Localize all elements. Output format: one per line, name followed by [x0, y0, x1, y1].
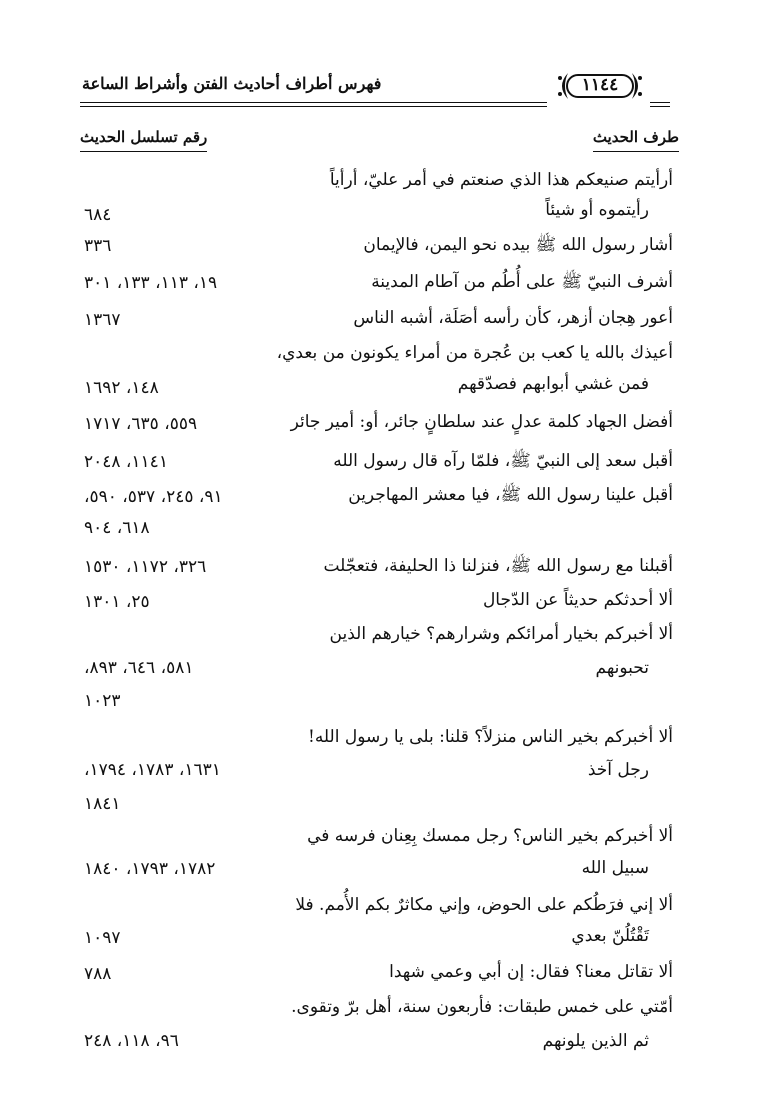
entry-text: فمن غشي أبوابهم فصدّقهم: [457, 374, 649, 394]
header-rule: [650, 106, 670, 107]
entry-numbers: ٥٥٩، ٦٣٥، ١٧١٧: [84, 414, 198, 434]
entry-text: أشار رسول الله ﷺ بيده نحو اليمن، فالإيمان: [363, 235, 673, 255]
entry-numbers: ٥٨١، ٦٤٦، ٨٩٣،: [84, 658, 194, 678]
entry-text: ألا أخبركم بخير الناس منزلاً؟ قلنا: بلى يا رسول الله!: [307, 727, 673, 747]
entry-numbers: ٦٨٤: [84, 205, 112, 225]
entry-text: تَقْتُلُنّ بعدي: [571, 926, 649, 946]
entry-text: أعيذك بالله يا كعب بن عُجرة من أمراء يكونون من بعدي،: [276, 343, 673, 363]
entry-numbers: ١٨٤١: [84, 794, 121, 814]
entry-text: ألا أخبركم بخيار أمرائكم وشرارهم؟ خيارهم الذين: [329, 624, 673, 644]
entry-numbers: ١٧٨٢، ١٧٩٣، ١٨٤٠: [84, 859, 216, 879]
entry-numbers: ١٠٢٣: [84, 691, 121, 711]
header-rule: [80, 102, 547, 103]
entry-text: رأيتموه أو شيئاً: [545, 200, 649, 220]
running-title: فهرس أطراف أحاديث الفتن وأشراط الساعة: [82, 74, 382, 93]
column-heading-number: رقم تسلسل الحديث: [80, 128, 207, 146]
entry-text: أشرف النبيّ ﷺ على أُطُم من آطام المدينة: [371, 272, 673, 292]
entry-numbers: ٦١٨، ٩٠٤: [84, 518, 150, 538]
header-rule: [80, 106, 547, 107]
entry-text: أقبل سعد إلى النبيّ ﷺ، فلمّا رآه قال رسول الله: [333, 451, 673, 471]
entry-numbers: ١٩، ١١٣، ١٣٣، ٣٠١: [84, 273, 218, 293]
header-rule: [650, 102, 670, 103]
entry-text: أعور هِجان أزهر، كأن رأسه أصَلَة، أشبه الناس: [353, 308, 673, 328]
entry-text: سبيل الله: [581, 858, 649, 878]
entry-numbers: ٣٢٦، ١١٧٢، ١٥٣٠: [84, 557, 207, 577]
entry-numbers: ١٤٨، ١٦٩٢: [84, 378, 159, 398]
entry-text: ثم الذين يلونهم: [542, 1031, 649, 1051]
column-heading-hadith: طرف الحديث: [593, 128, 679, 146]
entry-numbers: ٣٣٦: [84, 236, 112, 256]
entry-numbers: ٩٦، ١١٨، ٢٤٨: [84, 1031, 179, 1051]
entry-text: أرأيتم صنيعكم هذا الذي صنعتم في أمر عليّ، أرأياً: [329, 170, 673, 190]
page-header: [78, 66, 670, 106]
entry-text: أمّتي على خمس طبقات: فأربعون سنة، أهل برّ وتقوى.: [291, 997, 673, 1017]
entry-text: ألا أحدثكم حديثاً عن الدّجال: [482, 590, 673, 610]
entry-text: ألا إني فرَطُكم على الحوض، وإني مكاثرٌ بكم الأُمم. فلا: [295, 895, 673, 915]
entry-numbers: ١٣٦٧: [84, 310, 121, 330]
entry-numbers: ١١٤١، ٢٠٤٨: [84, 452, 168, 472]
entry-text: تحبونهم: [595, 658, 649, 678]
page-number: ١١٤٤: [581, 75, 619, 95]
entry-text: ألا أخبركم بخير الناس؟ رجل ممسك بِعِنان فرسه في: [307, 826, 673, 846]
page-number-badge: [554, 69, 646, 103]
entry-numbers: ٧٨٨: [84, 964, 112, 984]
entry-numbers: ١٦٣١، ١٧٨٣، ١٧٩٤،: [84, 760, 221, 780]
entry-numbers: ١٠٩٧: [84, 928, 121, 948]
entry-numbers: ٩١، ٢٤٥، ٥٣٧، ٥٩٠،: [84, 487, 223, 507]
entry-numbers: ٢٥، ١٣٠١: [84, 592, 150, 612]
entry-text: رجل آخذ: [587, 760, 649, 780]
entry-text: ألا تقاتل معنا؟ فقال: إن أبي وعمي شهدا: [389, 962, 673, 982]
entry-text: أفضل الجهاد كلمة عدلٍ عند سلطانٍ جائر، أو: أمير جائر: [290, 412, 673, 432]
entry-text: أقبلنا مع رسول الله ﷺ، فنزلنا ذا الحليفة، فتعجّلت: [323, 556, 673, 576]
entry-text: أقبل علينا رسول الله ﷺ، فيا معشر المهاجرين: [348, 485, 673, 505]
